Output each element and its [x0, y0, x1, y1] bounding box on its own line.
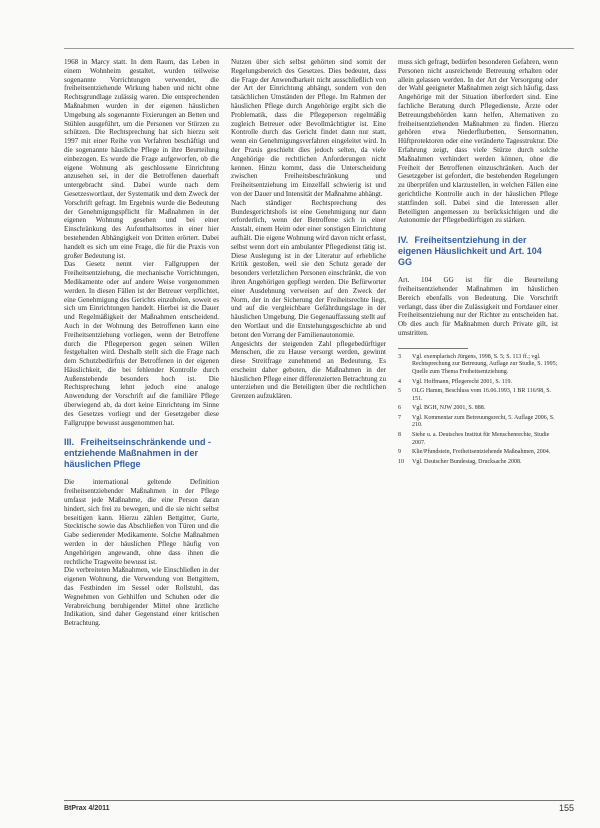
column-right: [398, 58, 558, 468]
footnote: [398, 405, 558, 413]
footnote-number: 5: [398, 388, 401, 395]
footnote: [398, 449, 558, 457]
footnote-text: Vgl. Kommentar zum Betreuungsrecht, 5. Auflage 2006, S. 210.: [412, 414, 555, 429]
body-paragraph: Angesichts der steigenden Zahl pflegebedürftiger Menschen, die zu Hause versorgt werden, gewinnt diese Streitfrage zunehmend an Bedeutung. Es erscheint daher geboten, die Maßnahmen in der häuslichen Pflege einer differenzierten Betrachtung zu unterziehen und die Beteiligten über die rechtlichen Grenzen aufzuklären.: [231, 339, 386, 401]
page-footer: [64, 800, 574, 815]
footnote-text: Siehe u. a. Deutsches Institut für Menschenrechte, Studie 2007.: [412, 432, 550, 446]
section-title: Freiheitseinschränkende und -entziehende Maßnahmen in der häuslichen Pflege: [64, 437, 212, 470]
body-paragraph: Die verbreiteten Maßnahmen, wie Einschließen in der eigenen Wohnung, die Verwendung von Bettgittern, das Festbinden im Sessel oder Rollstuhl, das Wegnehmen von Gehhilfen und Schuhen oder die Verabreichung beruhigender Mittel ohne ärztliche Indikation, sind daher Gegenstand einer kritischen Betrachtung.: [64, 566, 219, 628]
footnote: [398, 415, 558, 430]
footnote-list: [398, 354, 558, 467]
footnote-number: 9: [398, 449, 401, 456]
footnote: [398, 432, 558, 447]
footnote: [398, 459, 558, 467]
footnote-text: Vgl. Deutscher Bundestag, Drucksache 2008.: [412, 458, 522, 465]
body-paragraph: 1968 in Marcy statt. In dem Raum, das Leben in einem Wohnheim gestaltet, wurden teilweise sogenannte Vorrichtungen verwendet, die freiheitsentziehende Wirkung haben und nicht ohne Rechtsgrundlage zulässig waren. Die entsprechenden Maßnahmen wurden in der eigenen häuslichen Umgebung als sogenannte Fixierungen an Betten und Stühlen ausgeführt, um die Personen vor Stürzen zu schützen. Die Rechtsprechung hat sich hierzu seit 1997 mit einer Reihe von Verfahren beschäftigt und die sogenannte häusliche Pflege in ihre Beurteilung einbezogen. Es wurde die Frage aufgeworfen, ob die eigene Wohnung als geschlossene Einrichtung anzusehen sei, in der die Betroffenen dauerhaft untergebracht sind. Dabei wurde nach dem Gesetzeswortlaut, der Systematik und dem Zweck der Vorschrift gefragt. Im Ergebnis wurde die Bedeutung der Genehmigungspflicht für Maßnahmen in der eigenen Wohnung gesehen und bei einer Einschränkung des Aufenthaltsortes in einer hier bestehenden Abhängigkeit von Dritten erörtert. Dabei handelt es sich um eine Frage, die für die Praxis von großer Bedeutung ist.: [64, 58, 219, 260]
footnote: [398, 354, 558, 377]
section-number: III.: [64, 437, 75, 448]
footnote-number: 8: [398, 432, 401, 439]
body-paragraph: Die international geltende Definition freiheitsentziehender Maßnahmen in der Pflege umfasst jede Maßnahme, die eine Person daran hindert, sich frei zu bewegen, und die sie nicht selbst beseitigen kann. Hierzu zählen Bettgitter, Gurte, Stecktische sowie das Abschließen von Türen und die Gabe sedierender Medikamente. Solche Maßnahmen werden in der häuslichen Pflege häufig von Angehörigen angewandt, ohne dass ihnen die rechtliche Tragweite bewusst ist.: [64, 478, 219, 566]
section-title: Freiheitsentziehung in der eigenen Häuslichkeit und Art. 104 GG: [398, 235, 542, 268]
column-left: [64, 58, 219, 628]
column-middle: [231, 58, 386, 401]
footnote: [398, 388, 558, 403]
body-paragraph: Das Gesetz nennt vier Fallgruppen der Freiheitsentziehung, die mechanische Vorrichtungen, Medikamente oder auf andere Weise vorgenommen werden. In diesen Fällen ist der Betreuer verpflichtet, eine Genehmigung des Gerichts einzuholen, soweit es sich um Einrichtungen handelt. Hierbei ist die Dauer und Regelmäßigkeit der Maßnahmen entscheidend. Auch in der Wohnung des Betroffenen kann eine Freiheitsentziehung vorliegen, wenn der Betroffene durch die Pflegeperson gegen seinen Willen festgehalten wird. Deshalb stellt sich die Frage nach dem Schutzbedürfnis der Betroffenen in der eigenen Häuslichkeit, die bei fehlender Kontrolle durch Außenstehende besonders hoch ist. Die Rechtsprechung lehnt jedoch eine analoge Anwendung der Vorschrift auf die familiäre Pflege überwiegend ab, da dort keine Einrichtung im Sinne des Gesetzes vorliegt und der Gesetzgeber diese Fallgruppe bewusst ausgenommen hat.: [64, 260, 219, 427]
footnote-number: 6: [398, 405, 401, 412]
footnote-text: Klie/Pfundstein, Freiheitsentziehende Maßnahmen, 2004.: [412, 449, 551, 456]
section-heading: [64, 437, 219, 470]
body-paragraph: Art. 104 GG ist für die Beurteilung freiheitsentziehender Maßnahmen im häuslichen Bereich ebenfalls von Bedeutung. Die Vorschrift verlangt, dass über die Zulässigkeit und Fortdauer einer Freiheitsentziehung nur der Richter zu entscheiden hat. Ob dies auch für Maßnahmen durch Private gilt, ist umstritten.: [398, 276, 558, 337]
body-paragraph: muss sich gefragt, bedürfen besonderen Gefahren, wenn Personen nicht ausreichende Betreuung erhalten oder allein gelassen werden. In der Art der Versorgung oder der Wahl geeigneter Maßnahmen zeigt sich häufig, dass Angehörige mit der Situation überfordert sind. Eine fachliche Beratung durch Pflegedienste, Ärzte oder Betreuungsbehörden kann helfen, Alternativen zu freiheitsentziehenden Maßnahmen zu finden. Hierzu gehören etwa Niederflurbetten, Sensormatten, Hüftprotektoren oder eine veränderte Tagesstruktur. Die Erfahrung zeigt, dass viele Stürze durch solche Maßnahmen verhindert werden können, ohne die Freiheit der Betroffenen einzuschränken. Auch der Gesetzgeber ist gefordert, die bestehenden Regelungen zu überprüfen und klarzustellen, in welchen Fällen eine gerichtliche Kontrolle auch in der häuslichen Pflege stattfinden soll. Dabei sind die Interessen aller Beteiligten angemessen zu berücksichtigen und die Autonomie der Pflegebedürftigen zu stärken.: [398, 58, 558, 225]
footnote-number: 10: [398, 458, 404, 465]
footnote-text: Vgl. Hoffmann, Pflegerecht 2001, S. 119.: [412, 378, 512, 385]
body-paragraph: Nutzen über sich selbst gehörten sind somit der Regelungsbereich des Gesetzes. Dies bedeutet, dass die Frage der Anwendbarkeit nicht ausschließlich von der Art der Einrichtung abhängt, sondern von den tatsächlichen Umständen der Pflege. Im Rahmen der häuslichen Pflege durch Angehörige ergibt sich die Problematik, dass die Pflegeperson regelmäßig zugleich Betreuer oder Bevollmächtigter ist. Eine Kontrolle durch das Gericht findet dann nur statt, wenn ein Genehmigungsverfahren eingeleitet wird. In der Praxis geschieht dies jedoch selten, da viele Angehörige die rechtlichen Anforderungen nicht kennen. Hinzu kommt, dass die Unterscheidung zwischen Freiheitsbeschränkung und Freiheitsentziehung im Einzelfall schwierig ist und von der Dauer und Intensität der Maßnahme abhängt.: [231, 58, 386, 198]
footnote-number: 4: [398, 378, 401, 385]
footnote-text: OLG Hamm, Beschluss vom 16.06.1993, 1 BR 116/98, S. 151.: [412, 388, 552, 402]
top-rule: [64, 48, 574, 49]
footnote-text: Vgl. BGH, NJW 2001, S. 888.: [412, 405, 486, 412]
section-heading: [398, 235, 558, 268]
body-paragraph: Nach ständiger Rechtsprechung des Bundesgerichtshofs ist eine Genehmigung nur dann erforderlich, wenn der Betroffene sich in einer Anstalt, einem Heim oder einer sonstigen Einrichtung aufhält. Die eigene Wohnung wird davon nicht erfasst, selbst wenn dort ein ambulanter Pflegedienst tätig ist. Diese Auslegung ist in der Literatur auf erhebliche Kritik gestoßen, weil sie den Schutz gerade der besonders verletzlichen Personen einschränkt, die von ihren Angehörigen gepflegt werden. Die Befürworter einer Ausdehnung verweisen auf den Zweck der Norm, der in der Sicherung der Freiheitsrechte liegt, und auf die vergleichbare Gefährdungslage in der häuslichen Umgebung. Die Gegenauffassung stellt auf den Wortlaut und die Entstehungsgeschichte ab und betont den Vorrang der Familienautonomie.: [231, 198, 386, 339]
journal-issue: BtPrax 4/2011: [64, 805, 110, 812]
section-number: IV.: [398, 235, 409, 246]
footnote-number: 7: [398, 414, 401, 421]
footnote-text: Vgl. exemplarisch Jürgens, 1998, S. 5; S. 113 ff.; vgl. Rechtsprechung zur Betreuung, Auflage zur Studie, S. 1995; Quelle zum Thema Freiheitsentziehung.: [412, 353, 558, 375]
footnote-number: 3: [398, 353, 401, 360]
footnote-separator: [398, 348, 468, 349]
footnote: [398, 379, 558, 387]
page-number: 155: [558, 803, 574, 813]
